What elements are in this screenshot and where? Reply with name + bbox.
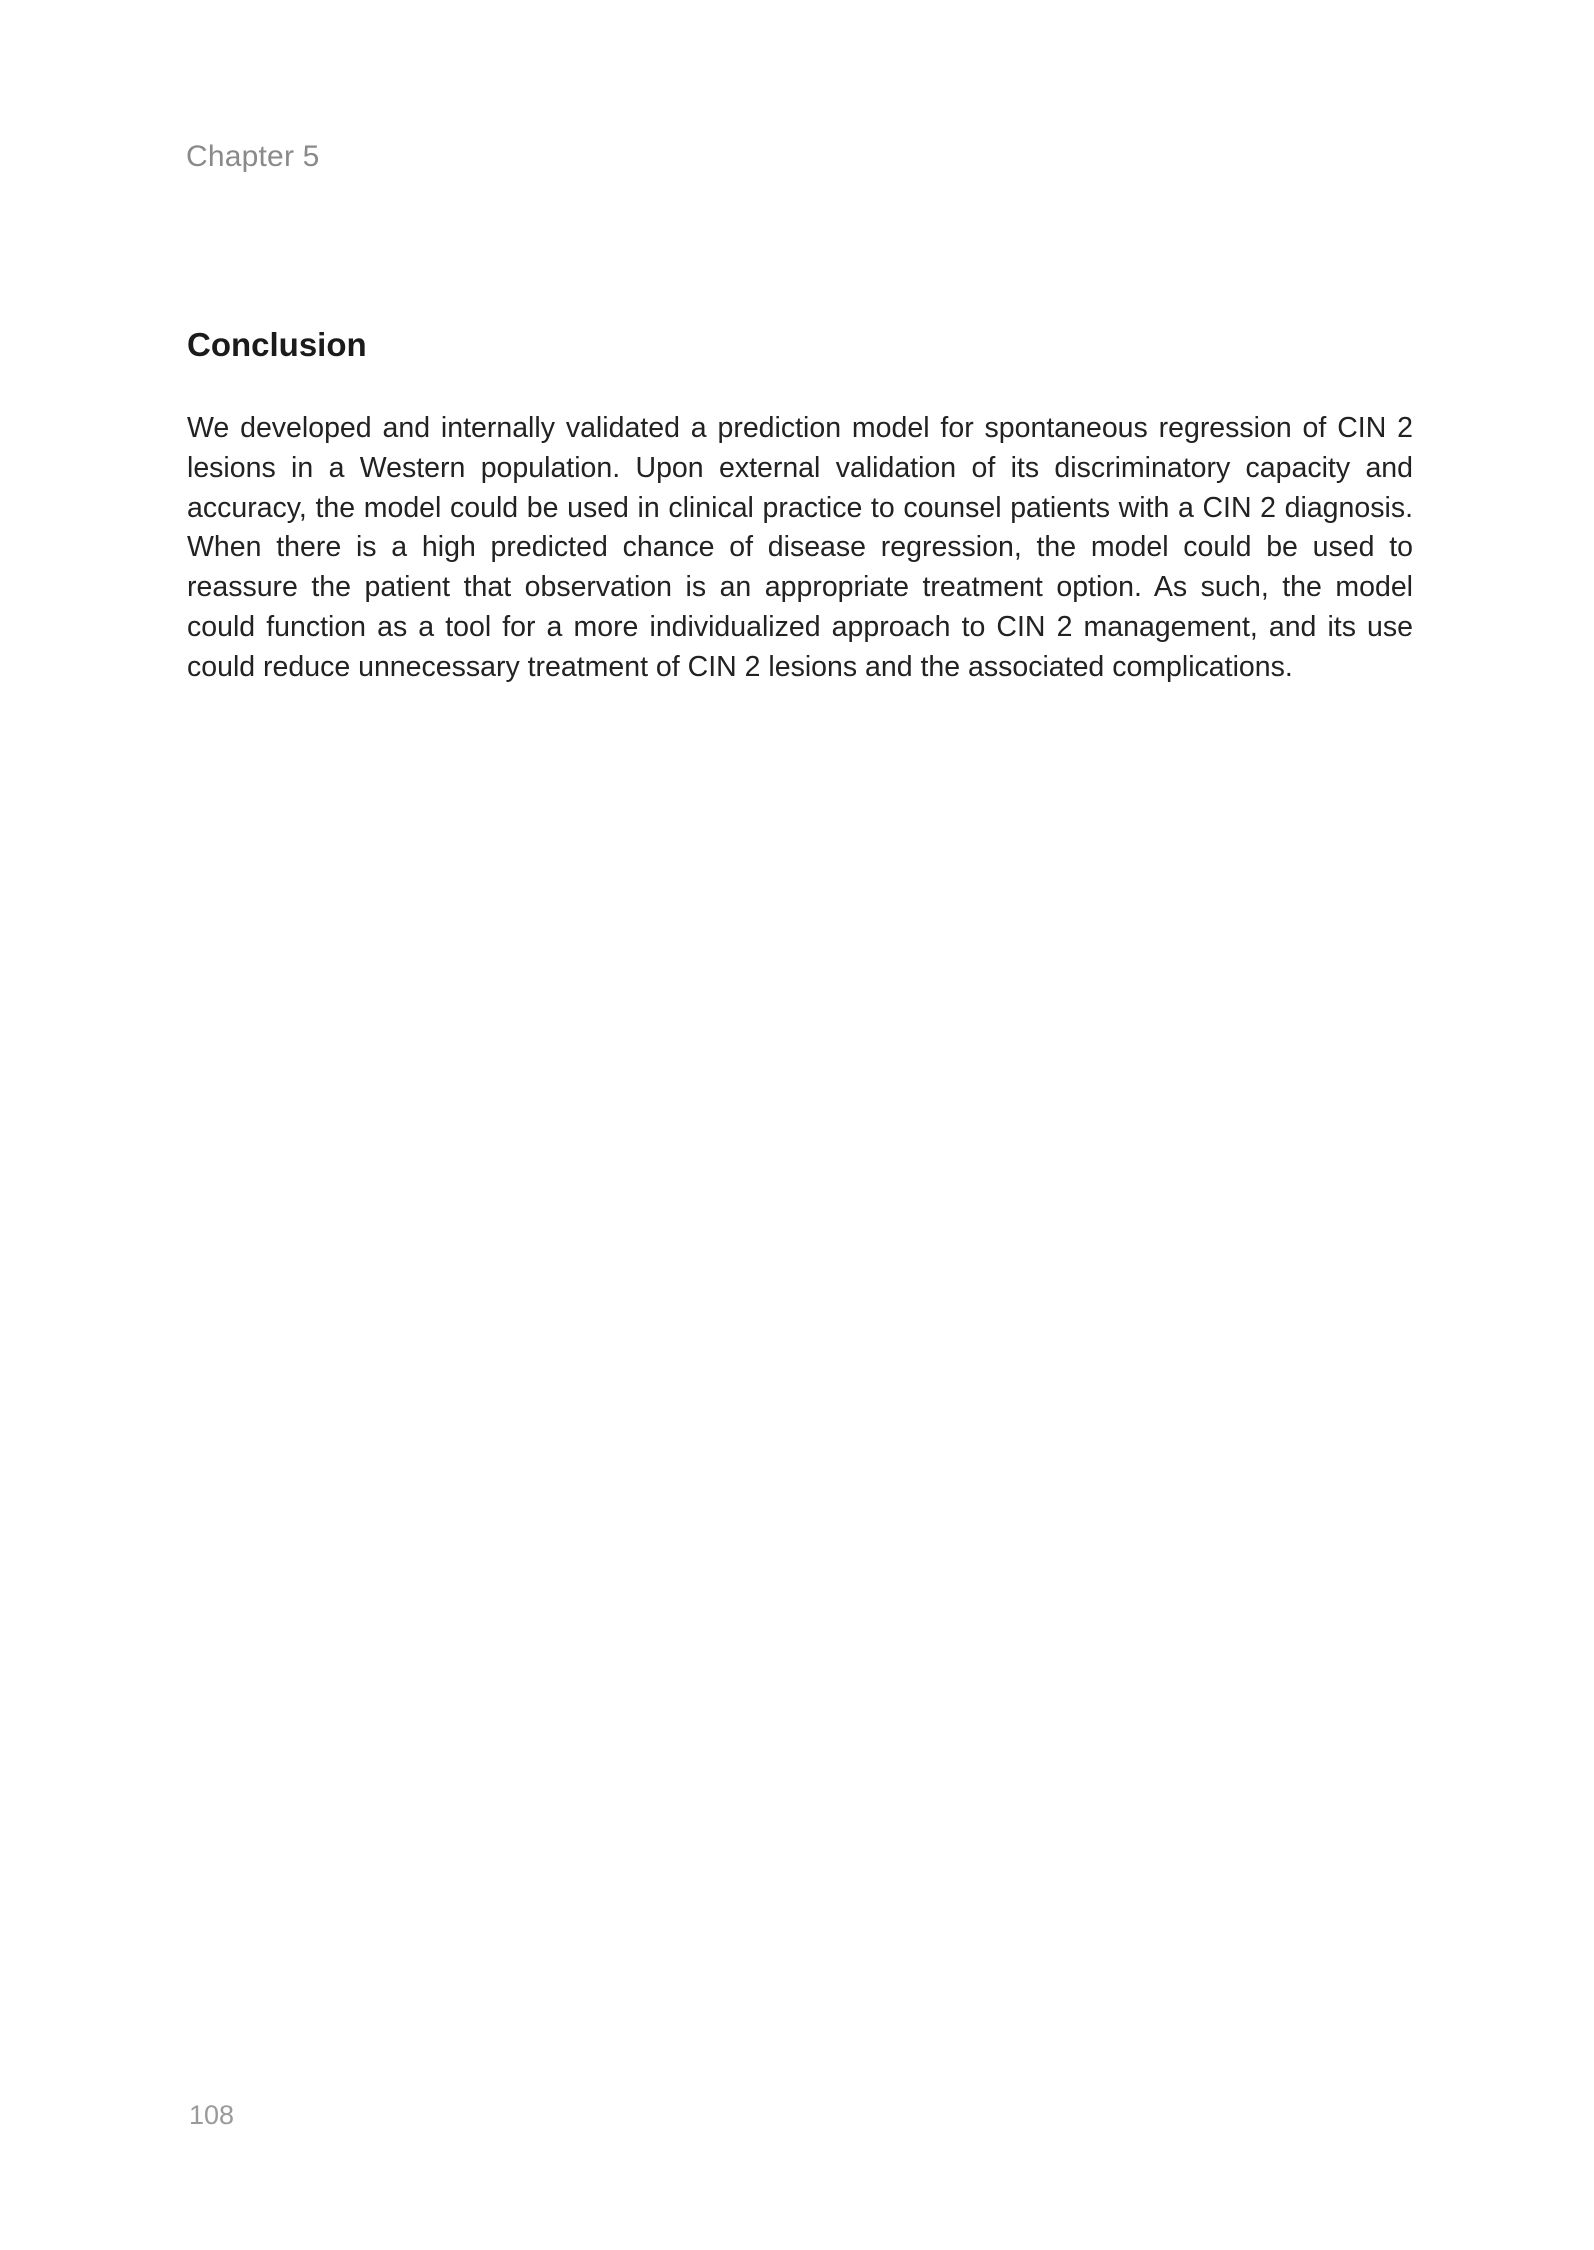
page-number: 108 <box>189 2100 235 2130</box>
running-head-chapter: Chapter 5 <box>186 140 320 173</box>
conclusion-paragraph: We developed and internally validated a prediction model for spontaneous regression of CIN 2 lesions in a Western population. Upon external validation of its discriminatory capacity and accuracy, the model could be used in clinical practice to counsel patients with a CIN 2 diagnosis. When there is a high predicted chance of disease regression, the model could be used to reassure the patient that observation is an appropriate treatment option. As such, the model could function as a tool for a more individualized approach to CIN 2 management, and its use could reduce unnecessary treatment of CIN 2 lesions and the associated complications. <box>187 412 1413 683</box>
section-title: Conclusion <box>187 326 367 363</box>
